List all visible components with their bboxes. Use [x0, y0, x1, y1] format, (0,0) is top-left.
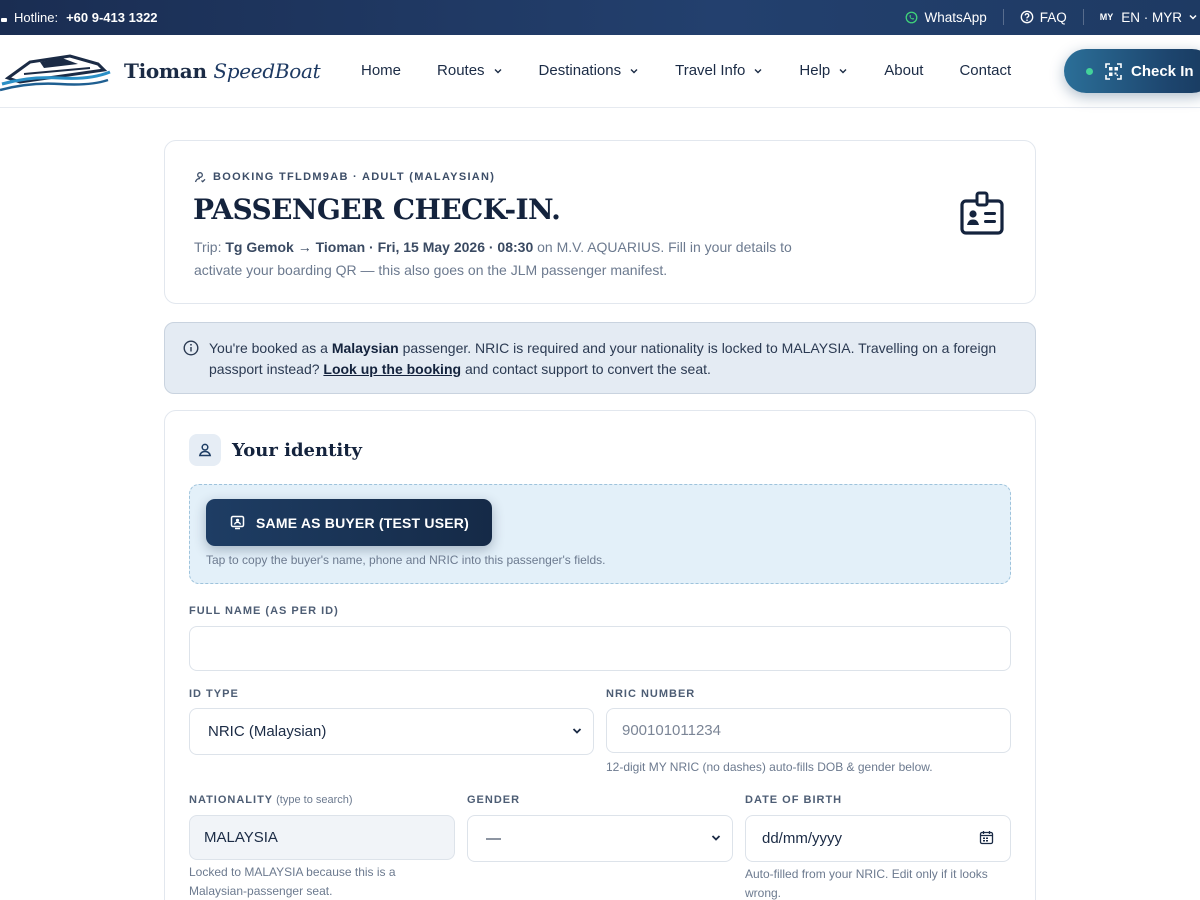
checkin-hero-card: [164, 140, 1036, 304]
site-header: [0, 35, 1200, 108]
dob-help: Auto-filled from your NRIC. Edit only if it looks wrong.: [745, 867, 988, 900]
brand-name: [124, 59, 320, 83]
section-title: Your identity: [232, 439, 363, 461]
nav-contact[interactable]: [959, 62, 1011, 79]
whatsapp-link[interactable]: [889, 10, 1002, 25]
nric-input[interactable]: [606, 708, 1011, 753]
nav-label: About: [884, 62, 924, 79]
nationality-sub: (type to search): [276, 794, 353, 806]
copy-buyer-hint: Tap to copy the buyer's name, phone and NRIC into this passenger's fields.: [206, 553, 606, 567]
id-type-label: ID TYPE: [189, 688, 239, 700]
whatsapp-icon: [905, 11, 918, 24]
nav-label: Travel Info: [675, 62, 746, 79]
faq-link[interactable]: [1004, 10, 1083, 25]
nav-label: Contact: [959, 62, 1012, 79]
nationality-help: Locked to MALAYSIA because this is a Malaysian-passenger seat.: [189, 865, 396, 898]
nationality-label-text: NATIONALITY: [189, 794, 274, 806]
nav-label: Destinations: [538, 62, 622, 79]
chevron-down-icon: [629, 66, 639, 76]
flag-label: MY: [1099, 12, 1114, 22]
nationality-notice: [164, 322, 1036, 394]
page-title: PASSENGER CHECK-IN.: [193, 193, 561, 226]
site-logo[interactable]: [0, 48, 320, 94]
section-header: [189, 434, 362, 466]
user-icon: [194, 171, 206, 183]
notice-part: passenger. NRIC is required and your nationality is locked to MALAYSIA. Travelling on a foreign passport instead?: [209, 340, 997, 377]
whatsapp-label: WhatsApp: [924, 9, 987, 25]
trip-prefix: Trip:: [194, 239, 226, 255]
notice-part: and contact support to convert the seat.: [461, 361, 711, 377]
person-icon: [197, 442, 213, 458]
calendar-icon[interactable]: [979, 830, 994, 845]
chevron-down-icon: [753, 66, 763, 76]
id-type-select[interactable]: [189, 708, 594, 755]
notice-bold: Malaysian: [331, 340, 399, 356]
nav-home[interactable]: [361, 62, 401, 79]
phone-icon: [0, 13, 8, 23]
notice-part: You're booked as a: [209, 340, 332, 356]
speedboat-logo-icon: [0, 48, 112, 94]
chevron-down-icon: [838, 66, 848, 76]
trip-route: Tg Gemok → Tioman · Fri, 15 May 2026 · 08:30: [225, 239, 534, 255]
nav-label: Help: [799, 62, 831, 79]
same-as-buyer-button[interactable]: [206, 499, 492, 546]
identity-form-card: [164, 410, 1036, 900]
booking-kicker: [194, 171, 495, 183]
nav-about[interactable]: [884, 62, 923, 79]
gender-value: —: [486, 830, 501, 847]
language-currency-selector[interactable]: [1084, 10, 1200, 25]
lookup-booking-link[interactable]: Look up the booking: [323, 361, 462, 377]
nav-destinations[interactable]: [539, 62, 640, 79]
main-nav: [361, 62, 1047, 79]
booking-reference: BOOKING TFLDM9AB · ADULT (MALAYSIAN): [213, 171, 496, 183]
brand-main: Tioman: [124, 59, 214, 83]
gender-select[interactable]: [467, 815, 733, 862]
hotline-number[interactable]: +60 9-413 1322: [66, 10, 158, 25]
nav-label: Routes: [437, 62, 485, 79]
trip-details: on M.V. AQUARIUS. Fill in your details to activate your boarding QR — this also goes on the JLM passenger manifest.: [194, 239, 792, 278]
language-label: EN · MYR: [1121, 9, 1182, 25]
nationality-value: MALAYSIA: [204, 829, 278, 846]
nav-help[interactable]: [799, 62, 848, 79]
hotline-label: Hotline:: [14, 10, 59, 25]
nationality-input[interactable]: [189, 815, 455, 860]
nationality-label: [189, 794, 353, 806]
info-icon: [183, 340, 199, 356]
brand-italic: SpeedBoat: [213, 59, 321, 83]
full-name-label: FULL NAME (AS PER ID): [189, 605, 339, 617]
check-in-label: Check In: [1131, 62, 1194, 80]
full-name-input[interactable]: [189, 626, 1011, 671]
contact-card-icon: [230, 515, 245, 530]
top-bar: [0, 0, 1200, 35]
same-as-buyer-label: SAME AS BUYER (TEST USER): [256, 514, 469, 531]
dob-input[interactable]: [745, 815, 1011, 862]
qr-code-icon: [1105, 63, 1122, 80]
nric-label: NRIC NUMBER: [606, 688, 696, 700]
id-badge-icon: [959, 189, 1005, 237]
nric-help: 12-digit MY NRIC (no dashes) auto-fills DOB & gender below.: [606, 760, 933, 774]
check-in-button[interactable]: [1064, 49, 1200, 93]
gender-label: GENDER: [467, 794, 521, 806]
hotline[interactable]: [0, 10, 158, 25]
chevron-down-icon: [1188, 12, 1198, 22]
section-icon-wrap: [189, 434, 221, 466]
notice-text: [209, 338, 1019, 380]
chevron-down-icon: [493, 66, 503, 76]
dob-label: DATE OF BIRTH: [745, 794, 843, 806]
nav-routes[interactable]: [437, 62, 503, 79]
copy-buyer-panel: [189, 484, 1011, 584]
chevron-down-icon: [710, 832, 722, 844]
status-dot: [1086, 68, 1093, 75]
faq-label: FAQ: [1039, 9, 1067, 25]
id-type-value: NRIC (Malaysian): [208, 723, 327, 740]
trip-description: [194, 236, 814, 282]
nav-label: Home: [361, 62, 402, 79]
help-circle-icon: [1020, 10, 1034, 24]
chevron-down-icon: [571, 725, 583, 737]
nav-travel-info[interactable]: [675, 62, 763, 79]
nric-placeholder: 900101011234: [622, 722, 721, 739]
dob-placeholder: dd/mm/yyyy: [762, 830, 843, 847]
